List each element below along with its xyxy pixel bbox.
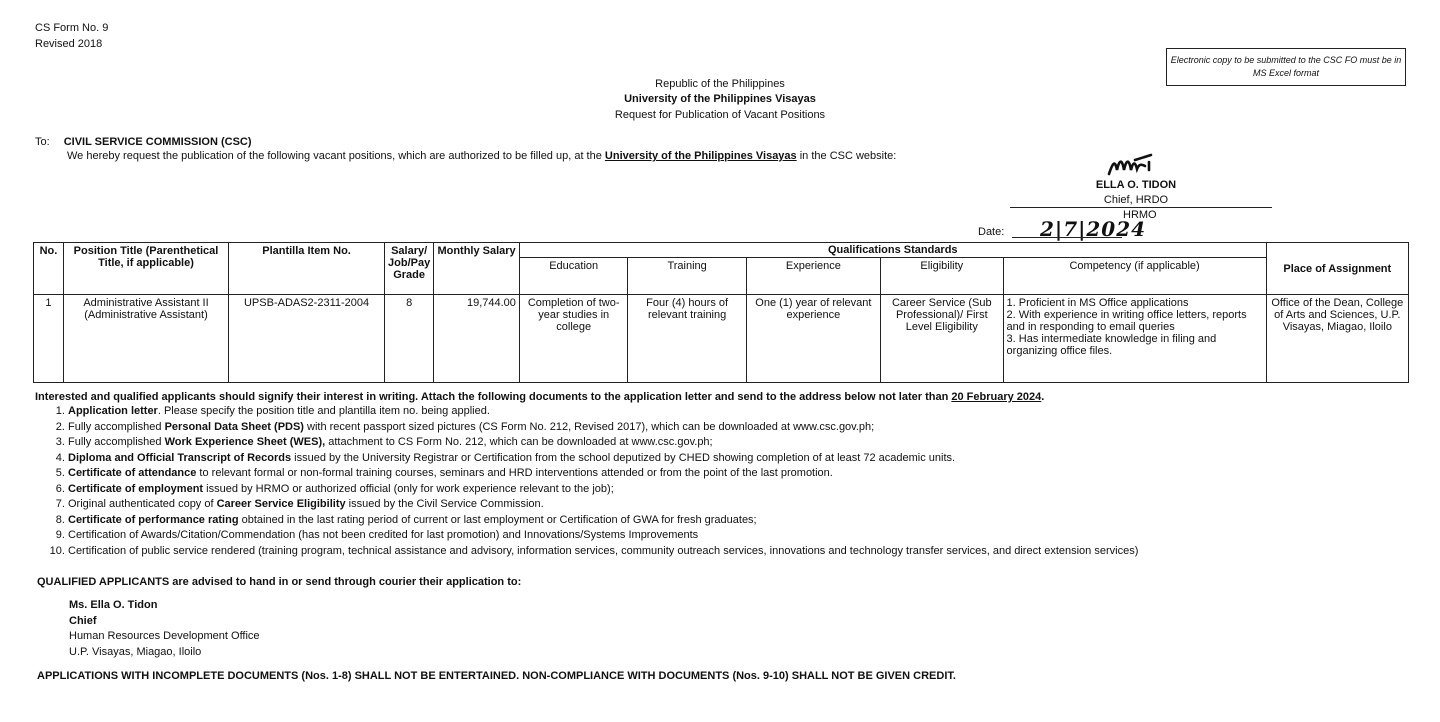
cell-training: Four (4) hours of relevant training [628,295,746,383]
list-item: 1. Application letter. Please specify the position title and plantilla item no. being applied. [68,404,1138,420]
request-agency: University of the Philippines Visayas [604,150,797,162]
header-qualifications: Qualifications Standards [519,243,1266,258]
signatory-office: HRMO [1123,209,1157,221]
cell-no: 1 [34,295,64,383]
address-title: Chief [69,614,97,627]
signatory-block [1070,178,1202,208]
form-number-block [35,20,108,52]
to-line [35,136,252,148]
list-item: 3. Fully accomplished Work Experience Sheet (WES), attachment to CS Form No. 212, which can be downloaded at www.csc.gov.ph; [68,435,1138,451]
table-row [34,295,1409,383]
list-item: 2. Fully accomplished Personal Data Sheet (PDS) with recent passport sized pictures (CS Form No. 212, Revised 2017), which can be downloaded at www.csc.gov.ph; [68,420,1138,436]
interest-end: . [1041,391,1045,403]
address-location: U.P. Visayas, Miagao, Iloilo [69,645,202,658]
cell-grade: 8 [385,295,434,383]
address-office: Human Resources Development Office [69,630,260,642]
request-text-before: We hereby request the publication of the following vacant positions, which are authorized to be filled up, at the [67,150,605,162]
list-item: 5. Certificate of attendance to relevant formal or non-formal training courses, seminars and HRD interventions attended or from the point of the last promotion. [68,466,1138,482]
vacant-positions-table [33,242,1409,383]
list-item: 10. Certification of public service rendered (training program, technical assistance and advisory, information services, community outreach services, innovations and technology transfer services, and direct extension services) [68,544,1138,560]
header-university: University of the Philippines Visayas [624,93,816,105]
request-text-after: in the CSC website: [796,150,897,162]
required-documents-list [33,404,1138,559]
cell-experience: One (1) year of relevant experience [746,295,880,383]
interest-text: Interested and qualified applicants should signify their interest in writing. Attach the following documents to the application letter and send to the address below not later than [35,391,952,403]
list-item: 9. Certification of Awards/Citation/Commendation (has not been credited for last promotion) and Innovations/Systems Improvements [68,528,1138,544]
form-number: CS Form No. 9 [35,22,109,34]
header-republic: Republic of the Philippines [655,78,785,90]
header-no: No. [34,243,64,295]
signature-line [1010,207,1272,208]
header-training: Training [628,258,746,295]
header-competency: Competency (if applicable) [1003,258,1266,295]
header-salary-grade: Salary/ Job/Pay Grade [385,243,434,295]
competency-item: 2. With experience in writing office letters, reports and in responding to email queries [1006,309,1247,333]
header-position: Position Title (Parenthetical Title, if applicable) [63,243,228,295]
header-monthly-salary: Monthly Salary [434,243,520,295]
mailing-address [69,598,260,660]
cell-monthly-salary: 19,744.00 [434,295,520,383]
header-request-title: Request for Publication of Vacant Positions [614,109,826,121]
request-sentence [67,150,896,162]
header-experience: Experience [746,258,880,295]
address-name: Ms. Ella O. Tidon [69,599,158,611]
form-revised: Revised 2018 [35,38,103,50]
header-place: Place of Assignment [1266,243,1408,295]
final-warning: APPLICATIONS WITH INCOMPLETE DOCUMENTS (Nos. 1-8) SHALL NOT BE ENTERTAINED. NON-COMPLIANCE WITH DOCUMENTS (Nos. 9-10) SHALL NOT BE GIVEN CREDIT. [37,670,956,682]
interest-statement [35,391,1044,403]
competency-item: 1. Proficient in MS Office applications [1006,297,1189,309]
to-addressee: CIVIL SERVICE COMMISSION (CSC) [63,136,252,148]
list-item: 4. Diploma and Official Transcript of Records issued by the University Registrar or Certification from the school deputized by CHED showing completion of at least 72 academic units. [68,451,1138,467]
cell-education: Completion of two-year studies in college [519,295,628,383]
signatory-name: ELLA O. TIDON [1095,179,1177,191]
header-plantilla: Plantilla Item No. [229,243,385,295]
cell-eligibility: Career Service (Sub Professional)/ First Level Eligibility [881,295,1004,383]
date-handwritten: 2|7|2024 [1040,217,1147,241]
signatory-title: Chief, HRDO [1103,194,1169,206]
deadline-date: 20 February 2024 [951,391,1042,403]
date-label: Date: [978,226,1005,238]
cell-place: Office of the Dean, College of Arts and Sciences, U.P. Visayas, Miagao, Iloilo [1266,295,1408,383]
signature-scribble [1105,152,1165,178]
list-item: 8. Certificate of performance rating obtained in the last rating period of current or last employment or Certification of GWA for fresh graduates; [68,513,1138,529]
cell-competency [1003,295,1266,383]
header-eligibility: Eligibility [881,258,1004,295]
competency-item: 3. Has intermediate knowledge in filing and organizing office files. [1006,333,1217,357]
qualified-applicants-note: QUALIFIED APPLICANTS are advised to hand in or send through courier their application to: [37,576,522,588]
list-item: 7. Original authenticated copy of Career Service Eligibility issued by the Civil Service Commission. [68,497,1138,513]
cell-plantilla: UPSB-ADAS2-2311-2004 [229,295,385,383]
electronic-copy-note: Electronic copy to be submitted to the CSC FO must be in MS Excel format [1166,48,1406,86]
header-education: Education [519,258,628,295]
date-line [1012,237,1122,238]
list-item: 6. Certificate of employment issued by HRMO or authorized official (only for work experience relevant to the job); [68,482,1138,498]
cell-position: Administrative Assistant II (Administrative Assistant) [63,295,228,383]
to-label: To: [35,136,50,148]
